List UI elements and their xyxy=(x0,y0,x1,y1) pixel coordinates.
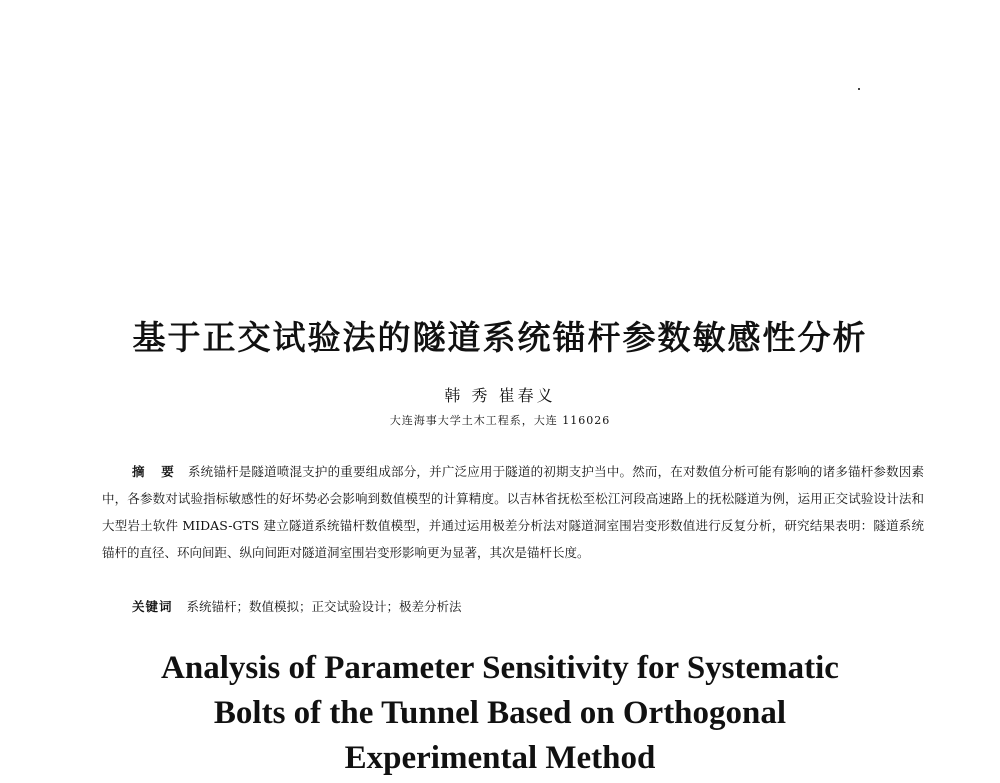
keywords-text: 系统锚杆；数值模拟；正交试验设计；极差分析法 xyxy=(186,599,462,614)
keywords xyxy=(132,597,462,615)
title-english xyxy=(0,646,1000,781)
abstract-text: 系统锚杆是隧道喷混支护的重要组成部分，并广泛应用于隧道的初期支护当中。然而，在对数值分析可能有影响的诸多锚杆参数因素中，各参数对试验指标敏感性的好坏势必会影响到数值模型的计算精度。以吉林省抚松至松江河段高速路上的抚松隧道为例，运用正交试验设计法和大型岩土软件 MIDAS-GTS 建立隧道系统锚杆数值模型，并通过运用极差分析法对隧道洞室围岩变形数值进行反复分析，研究结果表明：隧道系统锚杆的直径、环向间距、纵向间距对隧道洞室围岩变形影响更为显著，其次是锚杆长度。 xyxy=(102,464,924,560)
title-english-line-2: Bolts of the Tunnel Based on Orthogonal xyxy=(213,695,787,731)
authors: 韩 秀 崔春义 xyxy=(444,386,556,405)
title-chinese: 基于正交试验法的隧道系统锚杆参数敏感性分析 xyxy=(132,318,868,357)
abstract-label: 摘 要 xyxy=(132,464,180,479)
affiliation: 大连海事大学土木工程系，大连 116026 xyxy=(389,414,611,427)
title-english-line-3: Experimental Method xyxy=(344,740,656,776)
keywords-label: 关键词 xyxy=(132,599,173,614)
title-english-line-1: Analysis of Parameter Sensitivity for Systematic xyxy=(161,650,839,686)
scan-speck xyxy=(858,88,860,90)
abstract xyxy=(102,458,924,566)
